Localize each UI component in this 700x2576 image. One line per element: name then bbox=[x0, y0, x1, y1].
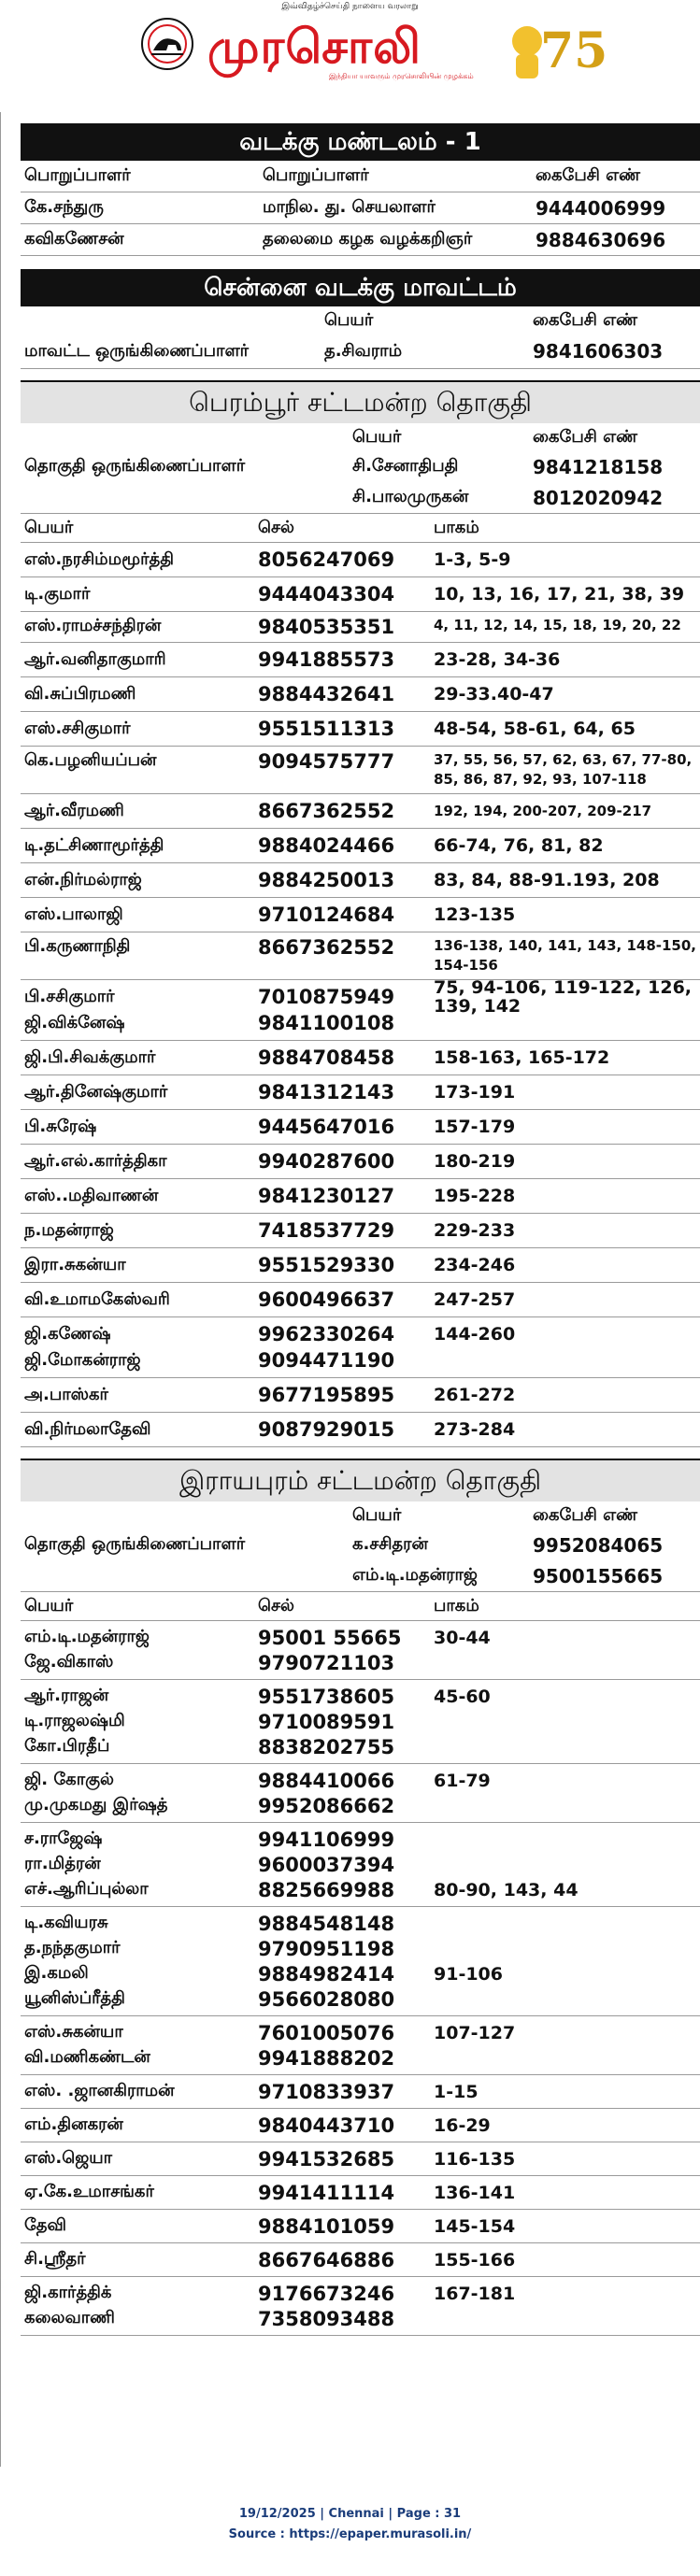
phone-number: 8667362552 bbox=[258, 936, 395, 959]
person-name: ஜே.விகாஸ் bbox=[24, 1652, 114, 1672]
booth-range: 61-79 bbox=[434, 1770, 491, 1791]
col-header: கைபேசி எண் bbox=[536, 165, 641, 185]
person-name: ஆர்.தினேஷ்குமார் bbox=[24, 1081, 168, 1102]
phone-number: 8667646886 bbox=[258, 2248, 395, 2271]
col-header: பெயர் bbox=[24, 517, 74, 537]
phone-number: 9952084065 bbox=[533, 1533, 664, 1557]
col-header: கைபேசி எண் bbox=[533, 1504, 638, 1525]
chennai-north-title: சென்னை வடக்கு மாவட்டம் bbox=[21, 269, 700, 306]
list-item bbox=[21, 1110, 700, 1145]
phone-number: 9444006999 bbox=[536, 196, 666, 220]
phone-number: 9884630696 bbox=[536, 228, 666, 251]
phone-number: 9176673246 bbox=[258, 2282, 395, 2305]
col-header: பெயர் bbox=[352, 1504, 402, 1525]
person-name: இரா.சுகன்யா bbox=[24, 1254, 126, 1274]
table-row bbox=[21, 192, 700, 224]
perambur-coord-header bbox=[21, 423, 700, 451]
list-item bbox=[21, 863, 700, 898]
chennai-north-header-row bbox=[21, 306, 700, 334]
person-name: பி.சசிகுமார் bbox=[24, 986, 115, 1006]
list-item bbox=[21, 2016, 700, 2075]
person-name: டி.குமார் bbox=[24, 583, 91, 604]
phone-number: 9884708458 bbox=[258, 1046, 395, 1069]
list-item bbox=[21, 2075, 700, 2109]
booth-range: 261-272 bbox=[434, 1385, 516, 1405]
person-role: தொகுதி ஒருங்கிணைப்பாளர் bbox=[24, 1534, 246, 1554]
person-name: ந.மதன்ராஜ் bbox=[24, 1219, 114, 1240]
list-item bbox=[21, 2142, 700, 2176]
person-name: டி.தட்சிணாமூர்த்தி bbox=[24, 834, 164, 855]
phone-number: 9710089591 bbox=[258, 1710, 395, 1733]
list-item bbox=[21, 747, 700, 794]
booth-range: 136-138, 140, 141, 143, 148-150, 154-156 bbox=[434, 937, 697, 974]
col-header: பொறுப்பாளர் bbox=[263, 165, 369, 185]
person-name: வி.நிர்மலாதேவி bbox=[24, 1418, 151, 1439]
person-name: ஜி.கார்த்திக் bbox=[24, 2283, 112, 2302]
person-name: யூனிஸ்ப்ரீத்தி bbox=[24, 1988, 125, 2008]
list-item bbox=[21, 1413, 700, 1447]
list-item bbox=[21, 543, 700, 577]
list-item bbox=[21, 1823, 700, 1907]
phone-number: 9841218158 bbox=[533, 455, 664, 478]
col-header: செல் bbox=[258, 517, 294, 537]
booth-range: 123-135 bbox=[434, 904, 516, 925]
chennai-north-section bbox=[21, 269, 700, 369]
list-item bbox=[21, 2210, 700, 2243]
person-name: கே.சந்துரு bbox=[24, 197, 104, 217]
list-item bbox=[21, 1317, 700, 1378]
royapuram-section bbox=[21, 1459, 700, 2336]
list-item bbox=[21, 1680, 700, 1764]
phone-number: 9710833937 bbox=[258, 2080, 395, 2103]
phone-number: 9551529330 bbox=[258, 1254, 395, 1276]
phone-number: 9600037394 bbox=[258, 1853, 395, 1876]
person-name: ஜி.விக்னேஷ் bbox=[24, 1012, 125, 1032]
booth-range: 107-127 bbox=[434, 2022, 516, 2043]
booth-range: 37, 55, 56, 57, 62, 63, 67, 77-80, 85, 86, 87, 92, 93, 107-118 bbox=[434, 751, 693, 788]
person-name: கலைவாணி bbox=[24, 2308, 115, 2327]
phone-number: 9884410066 bbox=[258, 1769, 395, 1792]
person-name: தேவி bbox=[24, 2215, 66, 2235]
col-header: கைபேசி எண் bbox=[533, 426, 638, 447]
person-name: ச.ராஜேஷ் bbox=[24, 1829, 103, 1848]
list-item bbox=[21, 1283, 700, 1317]
phone-number: 8667362552 bbox=[258, 800, 395, 822]
phone-number: 9445647016 bbox=[258, 1116, 395, 1138]
list-item bbox=[21, 1145, 700, 1179]
phone-number: 9940287600 bbox=[258, 1150, 395, 1173]
booth-range: 83, 84, 88-91.193, 208 bbox=[434, 870, 660, 890]
person-name: எம்.டி.மதன்ராஜ் bbox=[352, 1565, 478, 1585]
person-name: ஜி. கோகுல் bbox=[24, 1770, 114, 1789]
phone-number: 9941411114 bbox=[258, 2181, 395, 2204]
phone-number: 9500155665 bbox=[533, 1564, 664, 1587]
masthead-tagline: இவ்விதழ்ச்செய்தி நாளைய வரலாறு bbox=[281, 2, 419, 11]
phone-number: 9884101059 bbox=[258, 2214, 395, 2238]
col-header: பெயர் bbox=[324, 309, 374, 330]
phone-number: 9841100108 bbox=[258, 1012, 395, 1034]
north-zone-section bbox=[21, 112, 700, 256]
list-item bbox=[21, 2243, 700, 2277]
table-row bbox=[21, 224, 700, 256]
booth-range: 136-141 bbox=[434, 2182, 516, 2203]
party-emblem-icon bbox=[140, 17, 194, 71]
col-header: பெயர் bbox=[24, 1595, 74, 1615]
booth-range: 75, 94-106, 119-122, 126, 139, 142 bbox=[434, 977, 693, 1017]
booth-range: 66-74, 76, 81, 82 bbox=[434, 835, 604, 856]
masthead-logo: முரசொலி bbox=[207, 20, 421, 74]
list-item bbox=[21, 829, 700, 863]
masthead-logo-sub: இந்தியா யாவரும் முரசொலியின் முழக்கம் bbox=[329, 72, 474, 80]
phone-number: 9941888202 bbox=[258, 2046, 395, 2070]
person-name: எஸ்.பாலாஜி bbox=[24, 904, 123, 924]
page-content bbox=[21, 112, 700, 2476]
person-name: என்.நிர்மல்ராஜ் bbox=[24, 869, 142, 890]
coordinator-row bbox=[21, 482, 700, 514]
page-footer bbox=[0, 2504, 700, 2545]
person-name: எச்.ஆரிப்புல்லா bbox=[24, 1879, 149, 1899]
list-item bbox=[21, 1378, 700, 1413]
list-item bbox=[21, 643, 700, 677]
phone-number: 9840443710 bbox=[258, 2113, 395, 2137]
booth-range: 180-219 bbox=[434, 1151, 516, 1172]
phone-number: 9884432641 bbox=[258, 683, 395, 705]
person-name: எம்.டி.மதன்ராஜ் bbox=[24, 1627, 150, 1646]
person-role: மாநில. து. செயலாளர் bbox=[263, 197, 436, 217]
col-header: பாகம் bbox=[434, 518, 479, 537]
phone-number: 9087929015 bbox=[258, 1418, 395, 1441]
booth-range: 48-54, 58-61, 64, 65 bbox=[434, 719, 636, 739]
booth-range: 45-60 bbox=[434, 1686, 491, 1707]
phone-number: 95001 55665 bbox=[258, 1626, 402, 1649]
list-item bbox=[21, 1764, 700, 1823]
phone-number: 9941532685 bbox=[258, 2147, 395, 2170]
booth-range: 4, 11, 12, 14, 15, 18, 19, 20, 22 bbox=[434, 617, 681, 633]
coordinator-row bbox=[21, 451, 700, 482]
footer-date-line: 19/12/2025 | Chennai | Page : 31 bbox=[238, 2507, 462, 2521]
phone-number: 9551511313 bbox=[258, 718, 395, 740]
person-name: பி.சுரேஷ் bbox=[24, 1116, 97, 1136]
phone-number: 9094471190 bbox=[258, 1349, 395, 1372]
person-name: ஜி.பி.சிவக்குமார் bbox=[24, 1046, 156, 1067]
north-zone-title: வடக்கு மண்டலம் - 1 bbox=[21, 123, 700, 161]
person-name: எஸ்.சுகன்யா bbox=[24, 2022, 123, 2042]
booth-range: 80-90, 143, 44 bbox=[434, 1879, 579, 1900]
list-item bbox=[21, 1075, 700, 1110]
person-role: மாவட்ட ஒருங்கிணைப்பாளர் bbox=[24, 340, 250, 361]
list-item bbox=[21, 1621, 700, 1680]
person-name: எஸ்.ஜெயா bbox=[24, 2148, 113, 2168]
person-name: சி.சேனாதிபதி bbox=[352, 456, 459, 476]
person-name: த.சிவராம் bbox=[324, 340, 403, 361]
phone-number: 7601005076 bbox=[258, 2021, 395, 2044]
phone-number: 9600496637 bbox=[258, 1288, 395, 1311]
person-name: டி.ராஜலஷ்மி bbox=[24, 1711, 125, 1730]
booth-range: 91-106 bbox=[434, 1963, 503, 1985]
phone-number: 9790721103 bbox=[258, 1651, 395, 1674]
list-item bbox=[21, 1214, 700, 1248]
person-name: எஸ்.ராமச்சந்திரன் bbox=[24, 616, 162, 635]
person-name: வி.மணிகண்டன் bbox=[24, 2047, 150, 2067]
phone-number: 7010875949 bbox=[258, 986, 395, 1008]
booth-range: 144-260 bbox=[434, 1324, 516, 1345]
booth-range: 23-28, 34-36 bbox=[434, 649, 561, 670]
person-name: ஆர்.ராஜன் bbox=[24, 1686, 109, 1705]
phone-number: 9941106999 bbox=[258, 1828, 395, 1851]
person-name: எஸ்.சசிகுமார் bbox=[24, 718, 131, 738]
booth-range: 234-246 bbox=[434, 1255, 516, 1275]
person-name: கோ.பிரதீப் bbox=[24, 1736, 110, 1756]
list-item bbox=[21, 1248, 700, 1283]
phone-number: 9677195895 bbox=[258, 1384, 395, 1406]
list-item bbox=[21, 1041, 700, 1075]
phone-number: 9841230127 bbox=[258, 1185, 395, 1207]
booth-range: 247-257 bbox=[434, 1289, 516, 1310]
person-name: இ.கமலி bbox=[24, 1963, 89, 1983]
perambur-title: பெரம்பூர் சட்டமன்ற தொகுதி bbox=[21, 380, 700, 423]
perambur-section bbox=[21, 380, 700, 1447]
north-zone-header-row bbox=[21, 161, 700, 192]
phone-number: 9884024466 bbox=[258, 834, 395, 857]
phone-number: 9444043304 bbox=[258, 583, 395, 605]
list-item bbox=[21, 898, 700, 932]
person-name: எம்.தினகரன் bbox=[24, 2114, 123, 2134]
masthead bbox=[0, 0, 700, 93]
list-item bbox=[21, 932, 700, 980]
list-item bbox=[21, 2109, 700, 2142]
booth-range: 192, 194, 200-207, 209-217 bbox=[434, 802, 652, 819]
perambur-list bbox=[21, 543, 700, 1447]
person-name: சி.ஸ்ரீதர் bbox=[24, 2249, 86, 2269]
person-name: எஸ். .ஜானகிராமன் bbox=[24, 2081, 175, 2100]
phone-number: 9952086662 bbox=[258, 1794, 395, 1817]
person-name: ஆர்.வனிதாகுமாரி bbox=[24, 648, 166, 669]
booth-range: 29-33.40-47 bbox=[434, 684, 554, 704]
phone-number: 8056247069 bbox=[258, 548, 395, 571]
list-item bbox=[21, 1907, 700, 2016]
col-header: செல் bbox=[258, 1595, 294, 1615]
person-name: ஜி.கணேஷ் bbox=[24, 1323, 111, 1344]
phone-number: 7358093488 bbox=[258, 2307, 395, 2330]
person-role: தலைமை கழக வழக்கறிஞர் bbox=[263, 229, 473, 249]
person-name: எஸ்.நரசிம்மமூர்த்தி bbox=[24, 548, 174, 569]
phone-number: 9884982414 bbox=[258, 1962, 395, 1985]
coordinator-row bbox=[21, 1530, 700, 1560]
phone-number: 7418537729 bbox=[258, 1219, 395, 1242]
person-name: வி.சுப்பிரமணி bbox=[24, 683, 136, 704]
person-name: த.நந்தகுமார் bbox=[24, 1938, 121, 1957]
list-item bbox=[21, 712, 700, 747]
phone-number: 9566028080 bbox=[258, 1987, 395, 2011]
booth-range: 1-3, 5-9 bbox=[434, 549, 511, 570]
person-name: வி.உமாமகேஸ்வரி bbox=[24, 1288, 170, 1309]
phone-number: 9941885573 bbox=[258, 648, 395, 671]
booth-range: 167-181 bbox=[434, 2283, 516, 2304]
person-name: அ.பாஸ்கர் bbox=[24, 1384, 108, 1404]
phone-number: 9884548148 bbox=[258, 1912, 395, 1935]
booth-range: 158-163, 165-172 bbox=[434, 1047, 610, 1068]
booth-range: 157-179 bbox=[434, 1117, 516, 1137]
phone-number: 9962330264 bbox=[258, 1323, 395, 1345]
booth-range: 1-15 bbox=[434, 2081, 479, 2102]
phone-number: 8838202755 bbox=[258, 1735, 395, 1758]
booth-range: 116-135 bbox=[434, 2148, 516, 2170]
phone-number: 9840535351 bbox=[258, 616, 395, 638]
royapuram-list bbox=[21, 1621, 700, 2336]
perambur-list-header bbox=[21, 514, 700, 543]
list-item bbox=[21, 977, 700, 1041]
phone-number: 9094575777 bbox=[258, 750, 395, 773]
phone-number: 8012020942 bbox=[533, 486, 664, 509]
person-name: கெ.பழனியப்பன் bbox=[24, 750, 157, 770]
phone-number: 9790951198 bbox=[258, 1937, 395, 1960]
anniversary-badge-icon bbox=[501, 13, 608, 84]
col-header: பாகம் bbox=[434, 1596, 479, 1615]
phone-number: 9841312143 bbox=[258, 1081, 395, 1103]
booth-range: 173-191 bbox=[434, 1082, 516, 1103]
col-header: பெயர் bbox=[352, 426, 402, 447]
phone-number: 9841606303 bbox=[533, 340, 664, 363]
list-item bbox=[21, 612, 700, 643]
list-item bbox=[21, 1179, 700, 1214]
person-name: மு.முகமது இர்ஷத் bbox=[24, 1795, 168, 1815]
person-name: சி.பாலமுருகன் bbox=[352, 487, 469, 506]
booth-range: 10, 13, 16, 17, 21, 38, 39 bbox=[434, 584, 685, 605]
person-name: எஸ்..மதிவாணன் bbox=[24, 1185, 159, 1205]
person-name: டி.கவியரசு bbox=[24, 1913, 108, 1932]
person-name: ஜி.மோகன்ராஜ் bbox=[24, 1349, 141, 1370]
phone-number: 8825669988 bbox=[258, 1878, 395, 1901]
person-name: கவிகணேசன் bbox=[24, 229, 124, 249]
royapuram-title: இராயபுரம் சட்டமன்ற தொகுதி bbox=[21, 1459, 700, 1501]
person-role: தொகுதி ஒருங்கிணைப்பாளர் bbox=[24, 456, 246, 476]
list-item bbox=[21, 2277, 700, 2336]
person-name: ரா.மித்ரன் bbox=[24, 1854, 101, 1873]
anniversary-number: 75 bbox=[540, 22, 608, 79]
royapuram-coord-header bbox=[21, 1501, 700, 1530]
person-name: க.சசிதரன் bbox=[352, 1534, 428, 1554]
person-name: ஆர்.வீரமணி bbox=[24, 800, 124, 820]
person-name: ஆர்.எல்.கார்த்திகா bbox=[24, 1150, 167, 1171]
phone-number: 9884250013 bbox=[258, 869, 395, 891]
phone-number: 9710124684 bbox=[258, 904, 395, 926]
col-header: பொறுப்பாளர் bbox=[24, 165, 131, 185]
list-item bbox=[21, 794, 700, 829]
booth-range: 30-44 bbox=[434, 1627, 491, 1648]
booth-range: 16-29 bbox=[434, 2114, 491, 2136]
person-name: ஏ.கே.உமாசங்கர் bbox=[24, 2182, 154, 2201]
list-item bbox=[21, 677, 700, 712]
person-name: பி.கருணாநிதி bbox=[24, 936, 131, 956]
table-row bbox=[21, 334, 700, 369]
coordinator-row bbox=[21, 1560, 700, 1592]
booth-range: 155-166 bbox=[434, 2249, 516, 2270]
booth-range: 229-233 bbox=[434, 1220, 516, 1241]
royapuram-list-header bbox=[21, 1592, 700, 1621]
booth-range: 145-154 bbox=[434, 2215, 516, 2237]
phone-number: 9551738605 bbox=[258, 1685, 395, 1708]
col-header: கைபேசி எண் bbox=[533, 309, 638, 330]
list-item bbox=[21, 577, 700, 612]
footer-source-line[interactable]: Source : https://epaper.murasoli.in/ bbox=[228, 2527, 472, 2541]
booth-range: 195-228 bbox=[434, 1186, 516, 1206]
booth-range: 273-284 bbox=[434, 1419, 516, 1440]
list-item bbox=[21, 2176, 700, 2210]
